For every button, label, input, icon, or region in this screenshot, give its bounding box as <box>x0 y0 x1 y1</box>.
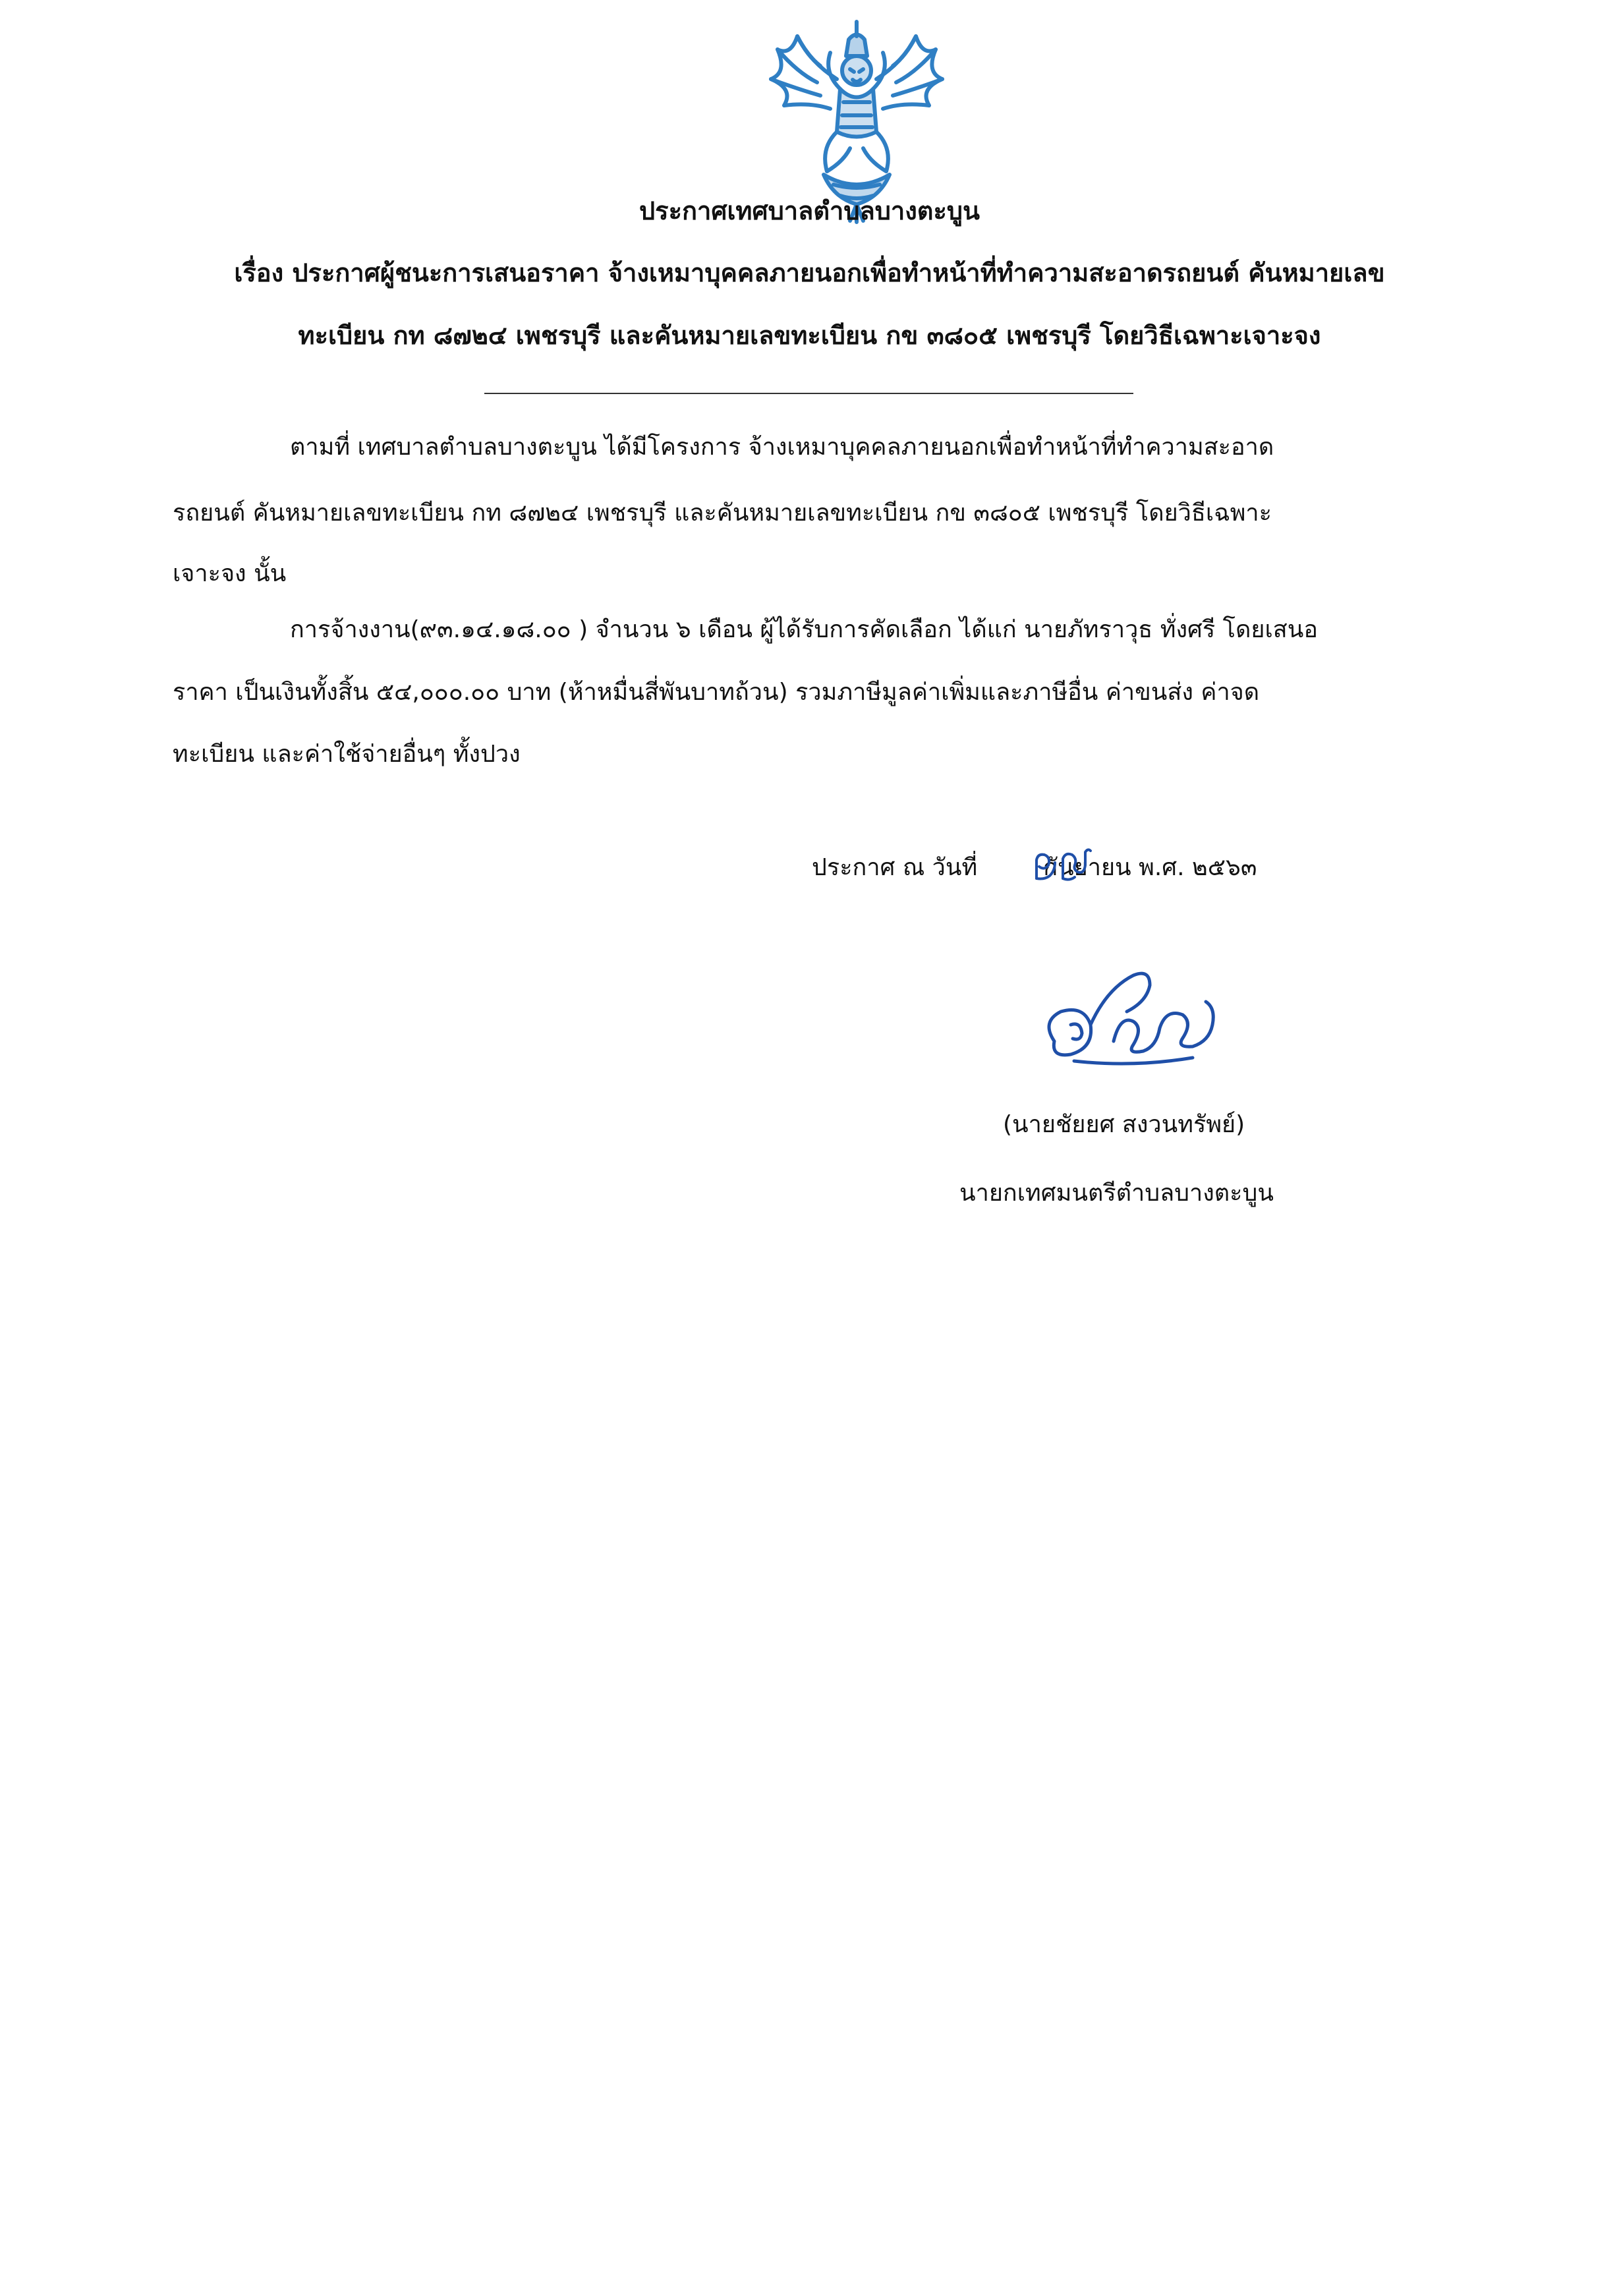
paragraph-2-line-2: ราคา เป็นเงินทั้งสิ้น ๕๔,๐๐๐.๐๐ บาท (ห้าหมื่นสี่พันบาทถ้วน) รวมภาษีมูลค่าเพิ่มและภาษีอื่น ค่าขนส่ง ค่าจด <box>173 679 1260 706</box>
handwritten-day <box>1031 846 1094 885</box>
signature-icon <box>1035 962 1239 1081</box>
signatory-name: (นายชัยยศ สงวนทรัพย์) <box>1003 1111 1245 1138</box>
issuer-title: ประกาศเทศบาลตำบลบางตะบูน <box>639 196 980 225</box>
garuda-emblem-icon <box>758 16 955 224</box>
paragraph-1-line-1: ตามที่ เทศบาลตำบลบางตะบูน ได้มีโครงการ จ้างเหมาบุคคลภายนอกเพื่อทำหน้าที่ทำความสะอาด <box>290 434 1274 461</box>
date-suffix: กันยายน พ.ศ. ๒๕๖๓ <box>1043 854 1257 881</box>
paragraph-1-line-3: เจาะจง นั้น <box>173 560 287 587</box>
subject-line-2: ทะเบียน กท ๘๗๒๔ เพชรบุรี และคันหมายเลขทะเบียน กข ๓๘๐๕ เพชรบุรี โดยวิธีเฉพาะเจาะจง <box>298 321 1321 350</box>
paragraph-2-line-3: ทะเบียน และค่าใช้จ่ายอื่นๆ ทั้งปวง <box>173 741 521 768</box>
date-prefix: ประกาศ ณ วันที่ <box>812 854 978 881</box>
paragraph-1-line-2: รถยนต์ คันหมายเลขทะเบียน กท ๘๗๒๔ เพชรบุรี และคันหมายเลขทะเบียน กข ๓๘๐๕ เพชรบุรี โดยวิธีเฉพาะ <box>173 500 1272 527</box>
title-divider <box>484 393 1133 394</box>
subject-line-1: เรื่อง ประกาศผู้ชนะการเสนอราคา จ้างเหมาบุคคลภายนอกเพื่อทำหน้าที่ทำความสะอาดรถยนต์ คันหมายเลข <box>234 258 1385 287</box>
paragraph-2-line-1: การจ้างงาน(๙๓.๑๔.๑๘.๐๐ ) จำนวน ๖ เดือน ผู้ได้รับการคัดเลือก ได้แก่ นายภัทราวุธ ทั่งศรี โดยเสนอ <box>290 616 1318 643</box>
signatory-position: นายกเทศมนตรีตำบลบางตะบูน <box>959 1180 1274 1207</box>
